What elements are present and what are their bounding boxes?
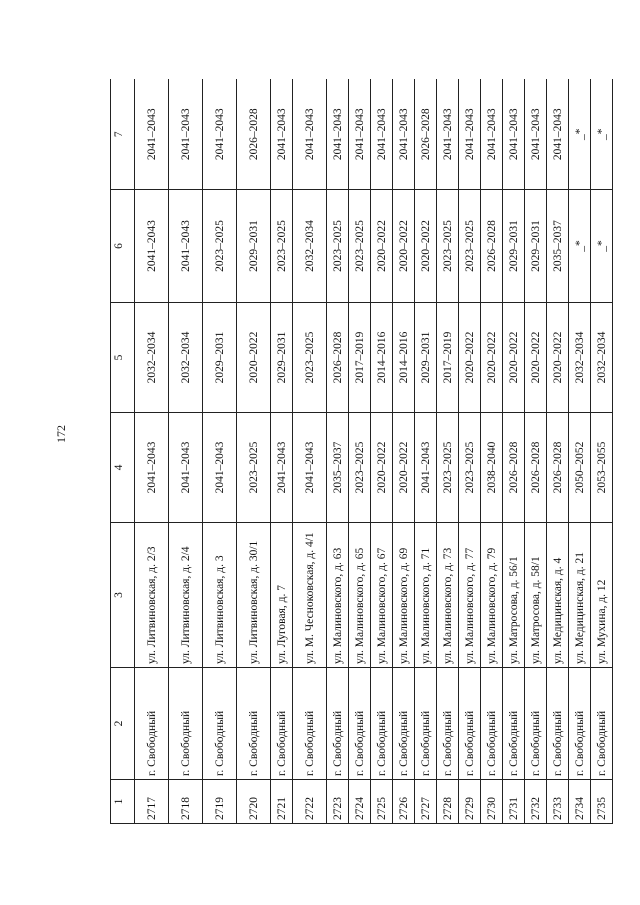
table-row xyxy=(271,80,293,824)
address-cell: ул. Матросова, д. 56/1 xyxy=(503,523,525,668)
period-cell-7: 2041–2043 xyxy=(169,80,203,190)
table-row xyxy=(437,80,459,824)
period-cell-6: 2029–2031 xyxy=(237,190,271,303)
table-row xyxy=(169,80,203,824)
period-cell-6: 2029–2031 xyxy=(525,190,547,303)
column-header: 6 xyxy=(111,190,135,303)
column-header: 2 xyxy=(111,668,135,780)
period-cell-4: 2053–2055 xyxy=(591,413,613,523)
period-cell-4: 2023–2025 xyxy=(459,413,481,523)
table-row xyxy=(415,80,437,824)
city-cell: г. Свободный xyxy=(135,668,169,780)
city-cell: г. Свободный xyxy=(459,668,481,780)
table-row xyxy=(459,80,481,824)
row-number: 2717 xyxy=(135,780,169,824)
period-cell-7: _* xyxy=(591,80,613,190)
row-number: 2726 xyxy=(393,780,415,824)
period-cell-5: 2026–2028 xyxy=(327,303,349,413)
table-row xyxy=(547,80,569,824)
table-body xyxy=(135,80,613,824)
address-cell: ул. Матросова, д. 58/1 xyxy=(525,523,547,668)
table-row xyxy=(481,80,503,824)
period-cell-4: 2041–2043 xyxy=(293,413,327,523)
period-cell-4: 2041–2043 xyxy=(135,413,169,523)
address-cell: ул. Медицинская, д. 4 xyxy=(547,523,569,668)
period-cell-6: 2026–2028 xyxy=(481,190,503,303)
period-cell-6: _* xyxy=(591,190,613,303)
period-cell-7: 2041–2043 xyxy=(393,80,415,190)
city-cell: г. Свободный xyxy=(271,668,293,780)
period-cell-6: 2023–2025 xyxy=(349,190,371,303)
column-header: 7 xyxy=(111,80,135,190)
address-cell: ул. Малиновского, д. 63 xyxy=(327,523,349,668)
period-cell-7: 2041–2043 xyxy=(271,80,293,190)
period-cell-5: 2014–2016 xyxy=(371,303,393,413)
city-cell: г. Свободный xyxy=(547,668,569,780)
row-number: 2733 xyxy=(547,780,569,824)
address-cell: ул. Литвиновская, д. 30/1 xyxy=(237,523,271,668)
header-row xyxy=(111,80,135,824)
period-cell-7: 2026–2028 xyxy=(415,80,437,190)
period-cell-6: 2020–2022 xyxy=(393,190,415,303)
address-cell: ул. Малиновского, д. 65 xyxy=(349,523,371,668)
period-cell-5: 2014–2016 xyxy=(393,303,415,413)
period-cell-7: 2041–2043 xyxy=(293,80,327,190)
period-cell-7: 2041–2043 xyxy=(371,80,393,190)
period-cell-4: 2050–2052 xyxy=(569,413,591,523)
row-number: 2729 xyxy=(459,780,481,824)
period-cell-5: 2020–2022 xyxy=(459,303,481,413)
address-cell: ул. Литвиновская, д. 2/3 xyxy=(135,523,169,668)
period-cell-6: 2023–2025 xyxy=(327,190,349,303)
row-number: 2719 xyxy=(203,780,237,824)
row-number: 2734 xyxy=(569,780,591,824)
period-cell-5: 2020–2022 xyxy=(237,303,271,413)
period-cell-5: 2032–2034 xyxy=(135,303,169,413)
city-cell: г. Свободный xyxy=(591,668,613,780)
row-number: 2720 xyxy=(237,780,271,824)
period-cell-5: 2023–2025 xyxy=(293,303,327,413)
period-cell-4: 2041–2043 xyxy=(169,413,203,523)
row-number: 2724 xyxy=(349,780,371,824)
address-cell: ул. Литвиновская, д. 2/4 xyxy=(169,523,203,668)
period-cell-5: 2029–2031 xyxy=(415,303,437,413)
row-number: 2725 xyxy=(371,780,393,824)
rotated-table-wrapper xyxy=(110,80,608,824)
table-row xyxy=(293,80,327,824)
period-cell-7: 2041–2043 xyxy=(459,80,481,190)
table-row xyxy=(503,80,525,824)
period-cell-5: 2029–2031 xyxy=(271,303,293,413)
period-cell-7: 2041–2043 xyxy=(349,80,371,190)
city-cell: г. Свободный xyxy=(569,668,591,780)
period-cell-6: 2032–2034 xyxy=(293,190,327,303)
city-cell: г. Свободный xyxy=(503,668,525,780)
period-cell-6: 2023–2025 xyxy=(459,190,481,303)
column-header: 3 xyxy=(111,523,135,668)
city-cell: г. Свободный xyxy=(393,668,415,780)
address-cell: ул. Литвиновская, д. 3 xyxy=(203,523,237,668)
period-cell-4: 2026–2028 xyxy=(503,413,525,523)
column-header: 1 xyxy=(111,780,135,824)
city-cell: г. Свободный xyxy=(437,668,459,780)
period-cell-5: 2020–2022 xyxy=(481,303,503,413)
city-cell: г. Свободный xyxy=(237,668,271,780)
period-cell-6: 2035–2037 xyxy=(547,190,569,303)
city-cell: г. Свободный xyxy=(169,668,203,780)
period-cell-6: 2041–2043 xyxy=(169,190,203,303)
period-cell-4: 2020–2022 xyxy=(371,413,393,523)
address-cell: ул. Малиновского, д. 71 xyxy=(415,523,437,668)
period-cell-4: 2020–2022 xyxy=(393,413,415,523)
row-number: 2735 xyxy=(591,780,613,824)
table-row xyxy=(371,80,393,824)
period-cell-5: 2032–2034 xyxy=(569,303,591,413)
period-cell-4: 2041–2043 xyxy=(415,413,437,523)
row-number: 2721 xyxy=(271,780,293,824)
column-header: 5 xyxy=(111,303,135,413)
period-cell-4: 2035–2037 xyxy=(327,413,349,523)
period-cell-4: 2041–2043 xyxy=(271,413,293,523)
table-row xyxy=(569,80,591,824)
period-cell-6: 2023–2025 xyxy=(203,190,237,303)
row-number: 2722 xyxy=(293,780,327,824)
period-cell-6: 2023–2025 xyxy=(437,190,459,303)
city-cell: г. Свободный xyxy=(349,668,371,780)
period-cell-6: 2020–2022 xyxy=(415,190,437,303)
city-cell: г. Свободный xyxy=(203,668,237,780)
row-number: 2732 xyxy=(525,780,547,824)
city-cell: г. Свободный xyxy=(293,668,327,780)
period-cell-6: 2020–2022 xyxy=(371,190,393,303)
period-cell-4: 2026–2028 xyxy=(547,413,569,523)
address-cell: ул. Луговая, д. 7 xyxy=(271,523,293,668)
period-cell-4: 2023–2025 xyxy=(437,413,459,523)
period-cell-7: 2041–2043 xyxy=(503,80,525,190)
period-cell-7: 2041–2043 xyxy=(481,80,503,190)
schedule-table xyxy=(110,80,613,825)
period-cell-7: 2041–2043 xyxy=(525,80,547,190)
period-cell-6: 2023–2025 xyxy=(271,190,293,303)
row-number: 2727 xyxy=(415,780,437,824)
city-cell: г. Свободный xyxy=(327,668,349,780)
period-cell-6: 2029–2031 xyxy=(503,190,525,303)
address-cell: ул. Медицинская, д. 21 xyxy=(569,523,591,668)
period-cell-6: 2041–2043 xyxy=(135,190,169,303)
table-row xyxy=(525,80,547,824)
period-cell-4: 2041–2043 xyxy=(203,413,237,523)
period-cell-7: _* xyxy=(569,80,591,190)
period-cell-7: 2041–2043 xyxy=(135,80,169,190)
address-cell: ул. Малиновского, д. 77 xyxy=(459,523,481,668)
page-number: 172 xyxy=(54,425,68,443)
address-cell: ул. Малиновского, д. 73 xyxy=(437,523,459,668)
period-cell-5: 2029–2031 xyxy=(203,303,237,413)
period-cell-6: _* xyxy=(569,190,591,303)
table-row xyxy=(349,80,371,824)
address-cell: ул. Малиновского, д. 69 xyxy=(393,523,415,668)
period-cell-7: 2041–2043 xyxy=(203,80,237,190)
city-cell: г. Свободный xyxy=(415,668,437,780)
address-cell: ул. Мухина, д. 12 xyxy=(591,523,613,668)
period-cell-5: 2017–2019 xyxy=(349,303,371,413)
period-cell-4: 2023–2025 xyxy=(349,413,371,523)
table-row xyxy=(393,80,415,824)
period-cell-5: 2032–2034 xyxy=(591,303,613,413)
column-header: 4 xyxy=(111,413,135,523)
address-cell: ул. Малиновского, д. 67 xyxy=(371,523,393,668)
table-row xyxy=(135,80,169,824)
period-cell-7: 2041–2043 xyxy=(437,80,459,190)
row-number: 2718 xyxy=(169,780,203,824)
city-cell: г. Свободный xyxy=(481,668,503,780)
city-cell: г. Свободный xyxy=(371,668,393,780)
table-row xyxy=(203,80,237,824)
table-row xyxy=(237,80,271,824)
city-cell: г. Свободный xyxy=(525,668,547,780)
period-cell-4: 2038–2040 xyxy=(481,413,503,523)
period-cell-5: 2020–2022 xyxy=(547,303,569,413)
period-cell-7: 2041–2043 xyxy=(327,80,349,190)
period-cell-5: 2020–2022 xyxy=(503,303,525,413)
table-row xyxy=(327,80,349,824)
period-cell-4: 2026–2028 xyxy=(525,413,547,523)
row-number: 2728 xyxy=(437,780,459,824)
period-cell-7: 2026–2028 xyxy=(237,80,271,190)
period-cell-4: 2023–2025 xyxy=(237,413,271,523)
period-cell-5: 2032–2034 xyxy=(169,303,203,413)
period-cell-5: 2017–2019 xyxy=(437,303,459,413)
row-number: 2723 xyxy=(327,780,349,824)
row-number: 2730 xyxy=(481,780,503,824)
period-cell-7: 2041–2043 xyxy=(547,80,569,190)
row-number: 2731 xyxy=(503,780,525,824)
table-row xyxy=(591,80,613,824)
address-cell: ул. Малиновского, д. 79 xyxy=(481,523,503,668)
period-cell-5: 2020–2022 xyxy=(525,303,547,413)
address-cell: ул. М. Чесноковская, д. 4/1 xyxy=(293,523,327,668)
